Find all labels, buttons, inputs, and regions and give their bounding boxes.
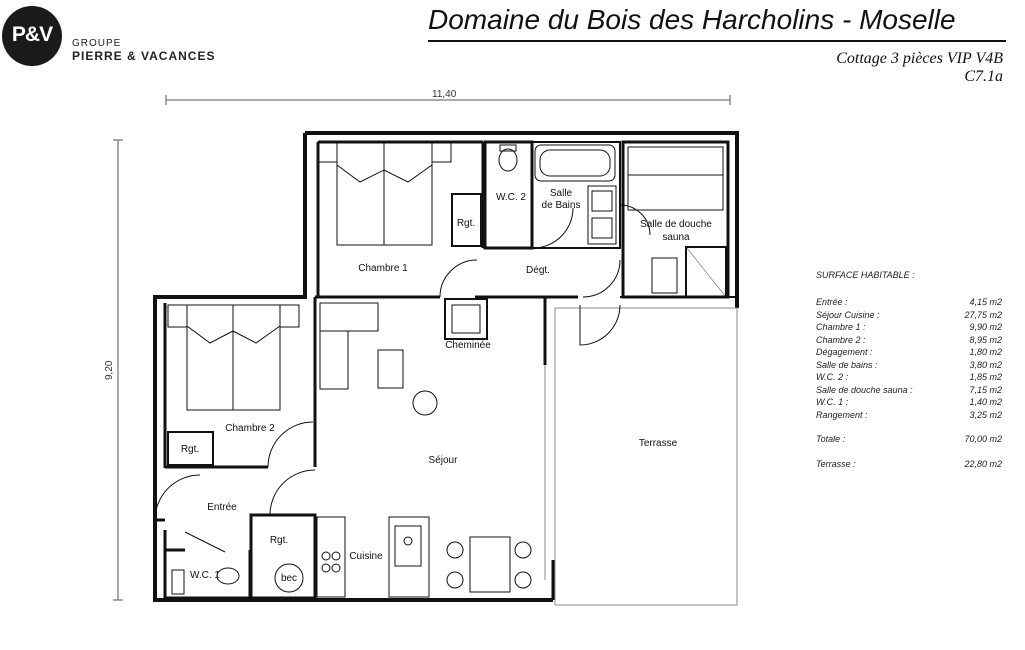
wc1-room	[165, 530, 250, 598]
surface-row: Rangement : 3,25 m2	[816, 409, 1002, 420]
surface-terrasse-row: Terrasse : 22,80 m2	[816, 458, 1002, 469]
surface-total-row: Totale : 70,00 m2	[816, 434, 1002, 444]
surface-row: Salle de bains : 3,80 m2	[816, 359, 1002, 370]
surface-row: Chambre 2 : 8,95 m2	[816, 334, 1002, 345]
label-chambre-1: Chambre 1	[358, 263, 408, 274]
sofa	[320, 303, 378, 331]
label-cheminee: Cheminée	[445, 340, 491, 351]
surface-row: W.C. 1 : 1,40 m2	[816, 397, 1002, 407]
surface-row: Séjour Cuisine : 27,75 m2	[816, 309, 1002, 320]
label-terrasse: Terrasse	[638, 438, 678, 449]
surface-row: Chambre 1 : 9,90 m2	[816, 322, 1002, 332]
width-dimension: 11,40	[432, 89, 457, 100]
label-sejour: Séjour	[428, 455, 458, 466]
label-salle-bains-2: de Bains	[541, 200, 581, 211]
label-degt: Dégt.	[526, 265, 550, 276]
surface-header: SURFACE HABITABLE :	[816, 270, 915, 280]
label-entree: Entrée	[207, 502, 237, 513]
label-douche-1: Salle de douche	[640, 219, 712, 230]
label-wc-2: W.C. 2	[495, 192, 527, 203]
dining-table	[470, 537, 510, 592]
subtitle-line-2: C7.1a	[964, 68, 1003, 85]
surface-row: Entrée : 4,15 m2	[816, 297, 1002, 307]
surface-table	[816, 270, 1002, 470]
salle-bains-room	[532, 142, 620, 248]
label-bec: bec	[280, 573, 298, 584]
door-arc-chambre1	[440, 260, 477, 297]
brand-line-2: PIERRE & VACANCES	[72, 49, 216, 63]
label-cuisine: Cuisine	[349, 551, 383, 562]
logo-text: P&V	[11, 23, 53, 46]
height-dimension: 9,20	[104, 360, 115, 380]
label-wc-1: W.C. 1	[189, 570, 221, 581]
page-title: Domaine du Bois des Harcholins - Moselle	[428, 4, 956, 35]
label-chambre-2: Chambre 2	[225, 423, 275, 434]
terrace-outline	[555, 308, 737, 605]
label-rgt-1: Rgt.	[456, 218, 476, 229]
door-arc-entree	[155, 475, 200, 520]
surface-row: W.C. 2 : 1,85 m2	[816, 372, 1002, 382]
rgt-entree	[251, 515, 315, 598]
label-rgt-2: Rgt.	[180, 444, 200, 455]
label-douche-2: sauna	[662, 232, 690, 243]
brand-line-1: GROUPE	[72, 38, 122, 49]
label-rgt-3: Rgt.	[269, 535, 289, 546]
subtitle-line-1: Cottage 3 pièces VIP V4B	[836, 50, 1003, 67]
surface-row: Salle de douche sauna : 7,15 m2	[816, 384, 1002, 395]
kitchen-counter	[317, 517, 345, 597]
surface-row: Dégagement : 1,80 m2	[816, 347, 1002, 357]
label-salle-bains-1: Salle	[549, 188, 573, 199]
